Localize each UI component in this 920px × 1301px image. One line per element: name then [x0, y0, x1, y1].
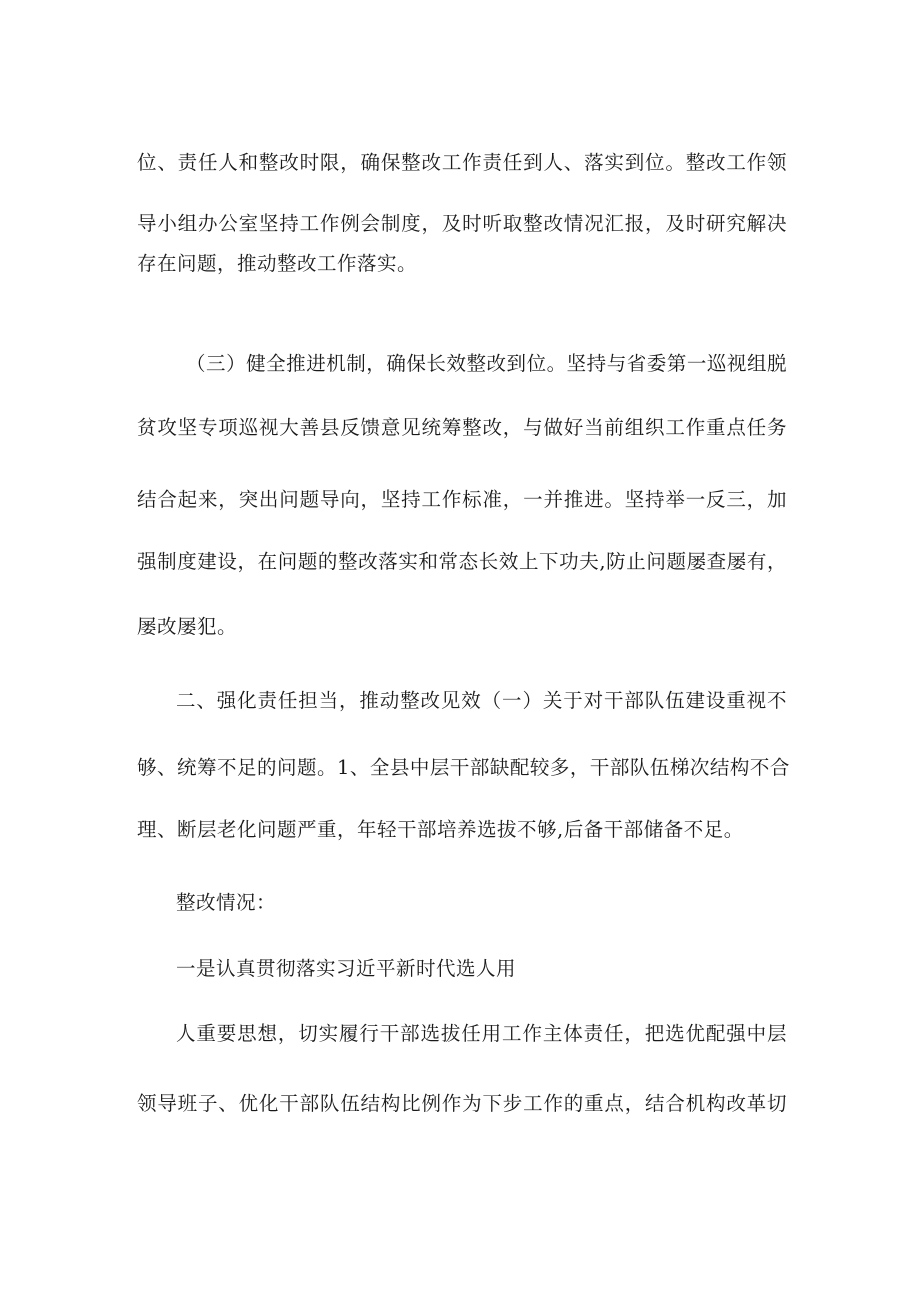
text-line-11: 理、断层老化问题严重，年轻干部培养选拔不够,后备干部储备不足。: [137, 818, 744, 841]
text-line-8: 屡改屡犯。: [137, 615, 238, 638]
text-line-13: 一是认真贯彻落实习近平新时代选人用: [176, 957, 517, 980]
text-line-10: 够、统筹不足的问题。1、全县中层干部缺配较多，干部队伍梯次结构不合: [137, 756, 790, 779]
text-line-12: 整改情况：: [176, 891, 277, 914]
text-line-14: 人重要思想，切实履行干部选拔任用工作主体责任，把选优配强中层: [176, 1022, 787, 1045]
text-line-2: 导小组办公室坚持工作例会制度，及时听取整改情况汇报，及时研究解决: [137, 212, 787, 235]
text-line-6: 结合起来，突出问题导向，坚持工作标准，一并推进。坚持举一反三，加: [137, 488, 787, 511]
text-line-3: 存在问题，推动整改工作落实。: [137, 252, 418, 275]
text-line-5: 贫攻坚专项巡视大善县反馈意见统筹整改，与做好当前组织工作重点任务: [137, 416, 787, 439]
text-line-15: 领导班子、优化干部队伍结构比例作为下步工作的重点，结合机构改革切: [137, 1092, 787, 1115]
text-line-4: （三）健全推进机制，确保长效整改到位。坚持与省委第一巡视组脱: [186, 352, 787, 375]
text-line-9: 二、强化责任担当，推动整改见效（一）关于对干部队伍建设重视不: [176, 689, 787, 712]
text-line-7: 强制度建设，在问题的整改落实和常态长效上下功夫,防止问题屡查屡有，: [137, 550, 787, 573]
text-line-1: 位、责任人和整改时限，确保整改工作责任到人、落实到位。整改工作领: [137, 151, 787, 174]
